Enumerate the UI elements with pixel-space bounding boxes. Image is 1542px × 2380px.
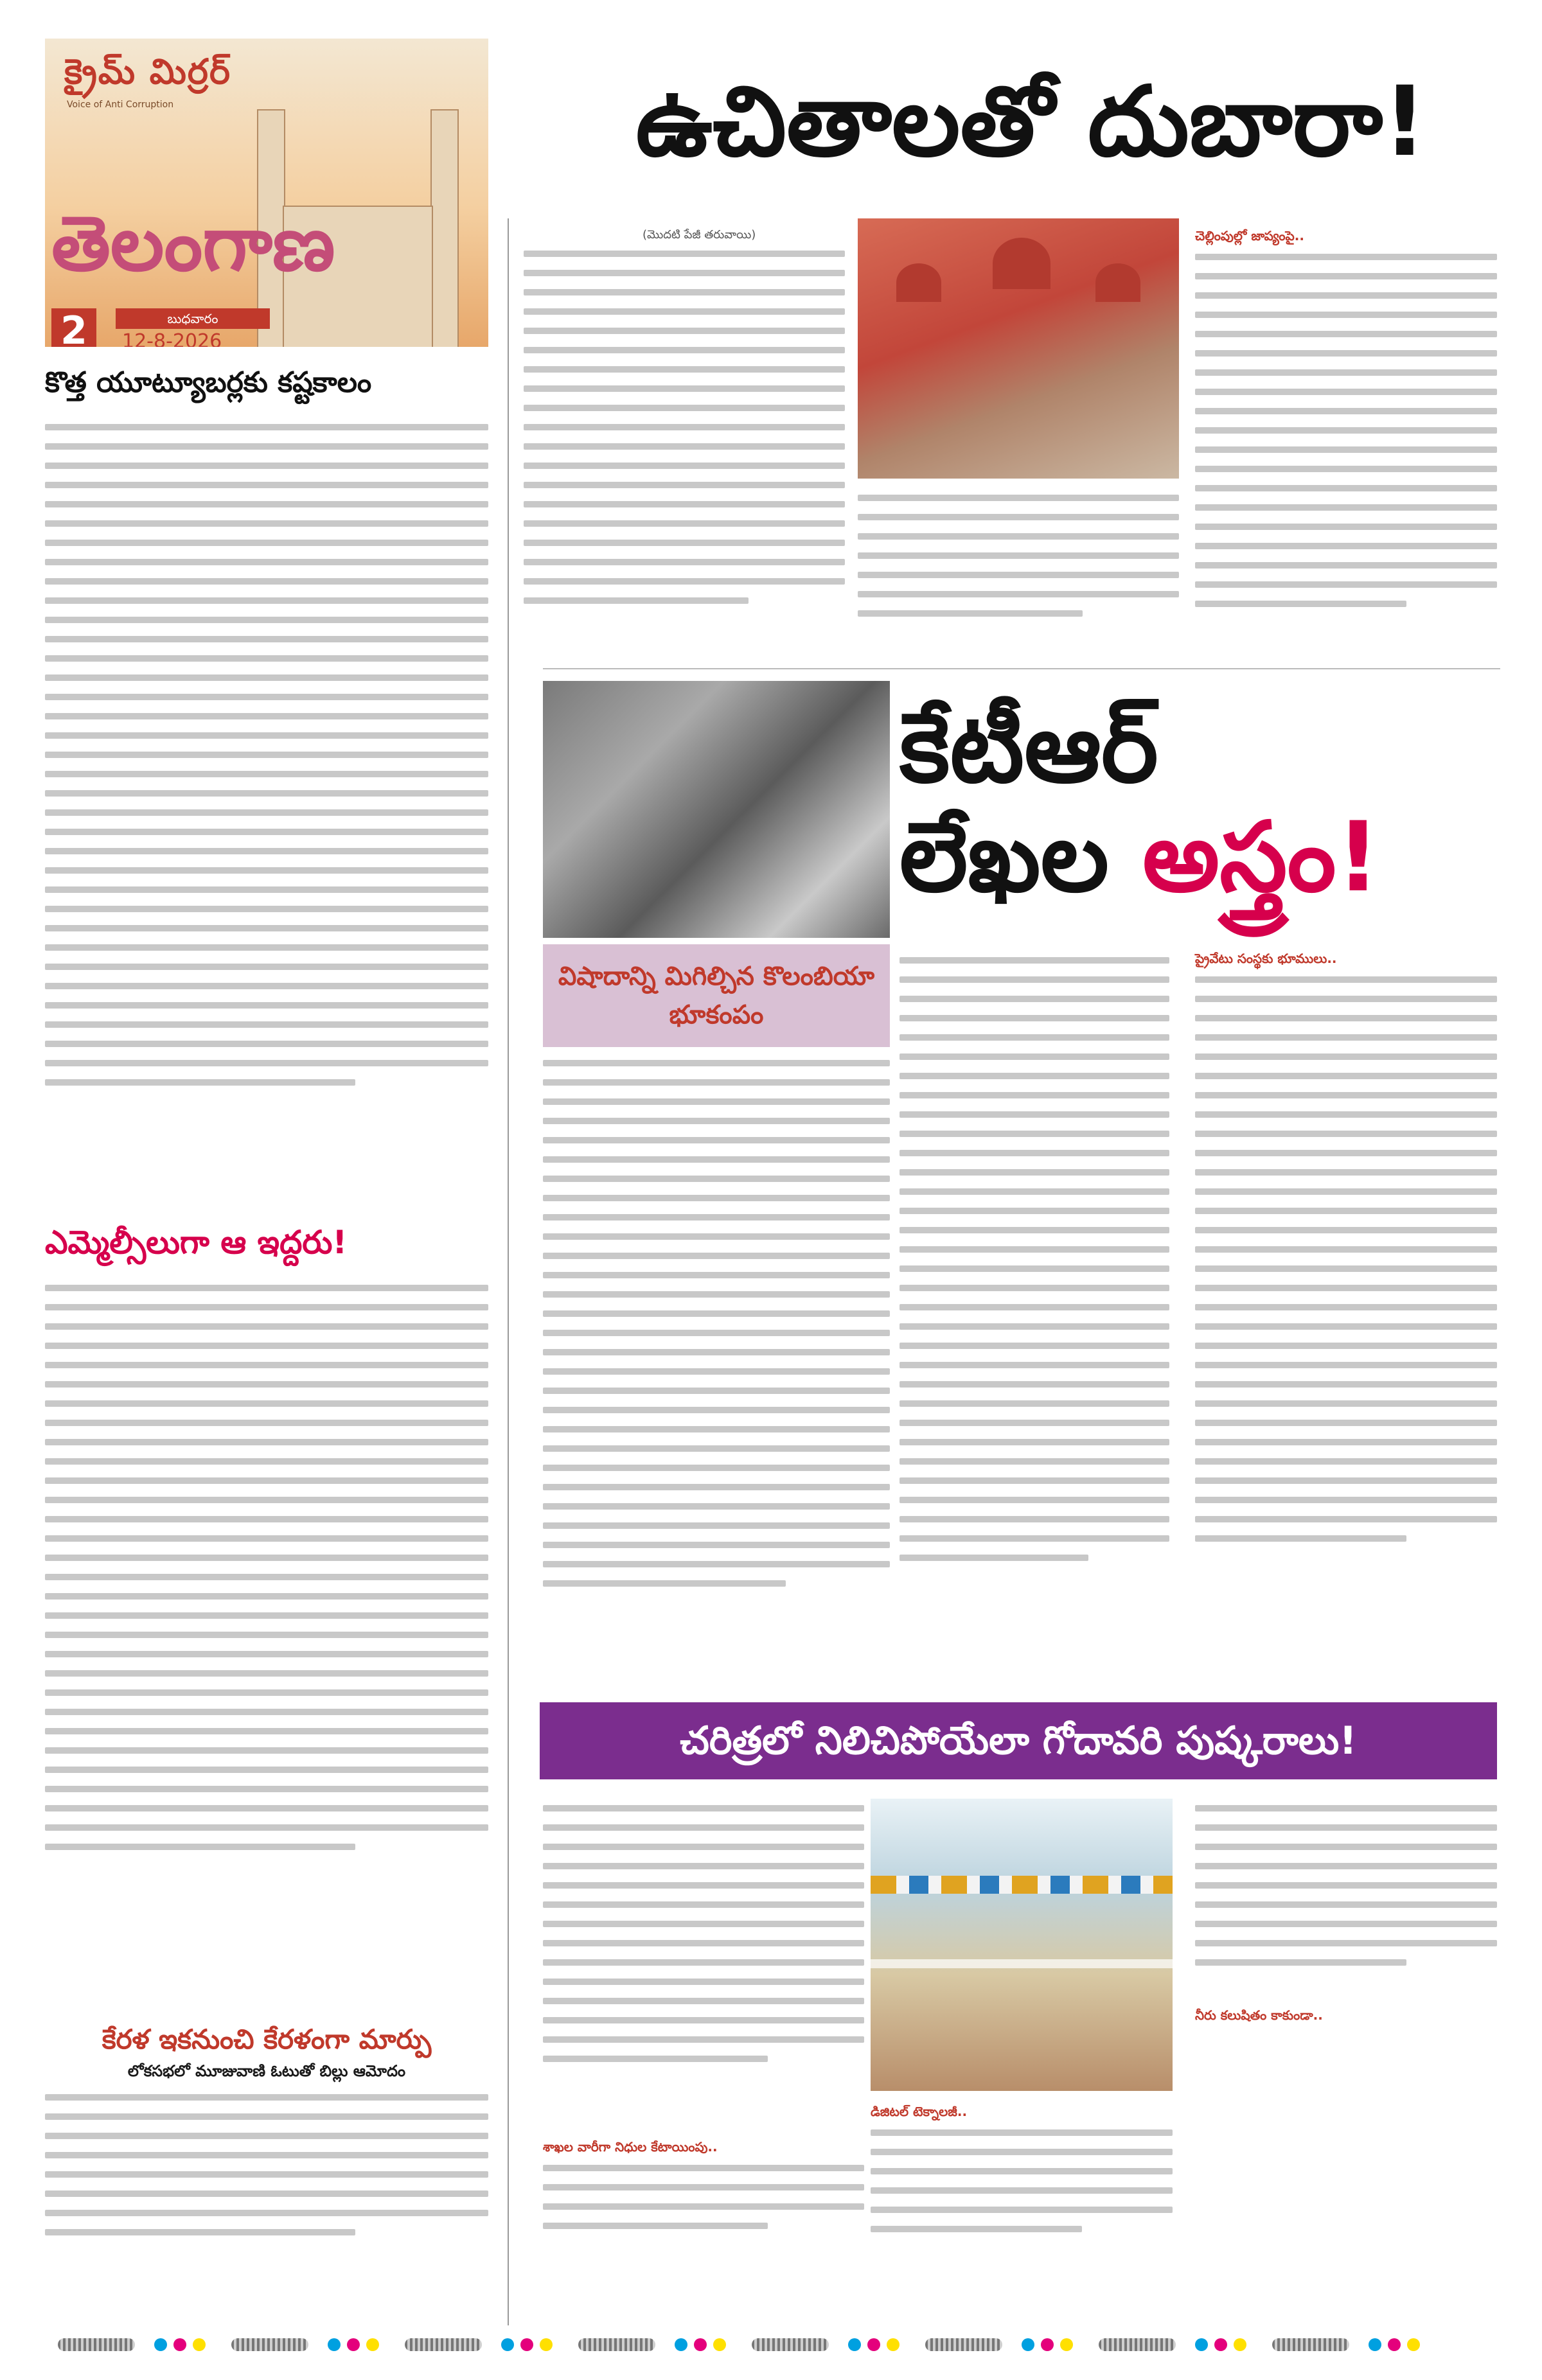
charminar-minaret	[430, 109, 459, 347]
freebies-article-body	[858, 488, 1179, 668]
print-registration-strip	[0, 2332, 1542, 2358]
masthead	[45, 39, 488, 347]
ktr-article-body	[1195, 970, 1497, 1709]
digital-technology-subhead: డిజిటల్ టెక్నాలజీ..	[871, 2104, 968, 2119]
godavari-headline: చరిత్రలో నిలిచిపోయేలా గోదావరి పుష్కరాలు!	[540, 1702, 1497, 1779]
section-divider	[543, 668, 1500, 669]
ktr-headline-line2-red: అస్త్రం!	[1142, 802, 1380, 913]
main-headline: ఉచితాలతో దుబారా!	[635, 66, 1427, 178]
ktr-headline	[900, 694, 1491, 912]
mlc-headline: ఎమ్మెల్సీలుగా ఆ ఇద్దరు!	[45, 1224, 348, 1261]
page-number: 2	[51, 308, 96, 347]
godavari-article-body	[543, 2158, 864, 2274]
freebies-article-body	[1195, 247, 1497, 668]
mlc-article-body	[45, 1278, 488, 1985]
water-pollution-subhead: నీరు కలుషితం కాకుండా..	[1195, 2007, 1323, 2023]
newspaper-logo: క్రైమ్ మిర్రర్	[64, 51, 231, 92]
kerala-article-body	[45, 2088, 488, 2268]
payment-delay-subhead: చెల్లింపుల్లో జాప్యంపై..	[1195, 228, 1304, 243]
ktr-headline-line2	[900, 803, 1491, 912]
earthquake-photo	[543, 681, 890, 938]
issue-day: బుధవారం	[116, 308, 270, 329]
godavari-article-body	[871, 2123, 1173, 2274]
section-title: తెలంగాణ	[51, 199, 335, 288]
colombia-headline: విషాదాన్ని మిగిల్చిన కొలంబియా భూకంపం	[543, 944, 890, 1047]
ktr-headline-line2-black: లేఖల	[900, 802, 1109, 913]
ktr-article-body	[900, 951, 1169, 1709]
issue-date: 12-8-2026	[122, 330, 222, 347]
continued-from-label: (మొదటి పేజీ తరువాయి)	[642, 228, 756, 242]
high-court-photo	[858, 218, 1179, 479]
kerala-subheadline: లోకసభలో మూజువాణి ఓటుతో బిల్లు ఆమోదం	[127, 2062, 406, 2080]
youtubers-headline: కొత్త యూట్యూబర్లకు కష్టకాలం	[45, 366, 372, 399]
freebies-article-body	[524, 244, 845, 668]
colombia-article-body	[543, 1053, 890, 1696]
godavari-article-body	[1195, 1799, 1497, 2274]
pushkar-ghat-photo	[871, 1799, 1173, 2091]
fund-allocation-subhead: శాఖల వారీగా నిధుల కేటాయింపు..	[543, 2139, 718, 2155]
godavari-article-body	[543, 1799, 864, 2146]
youtubers-article-body	[45, 418, 488, 1188]
ktr-headline-line1: కేటీఆర్	[900, 692, 1158, 804]
kerala-headline: కేరళ ఇకనుంచి కేరళంగా మార్పు	[102, 2023, 432, 2055]
column-divider	[508, 218, 509, 2325]
land-allotment-subhead: ప్రైవేటు సంస్థకు భూములు..	[1195, 951, 1337, 966]
newspaper-tagline: Voice of Anti Corruption	[67, 100, 174, 110]
